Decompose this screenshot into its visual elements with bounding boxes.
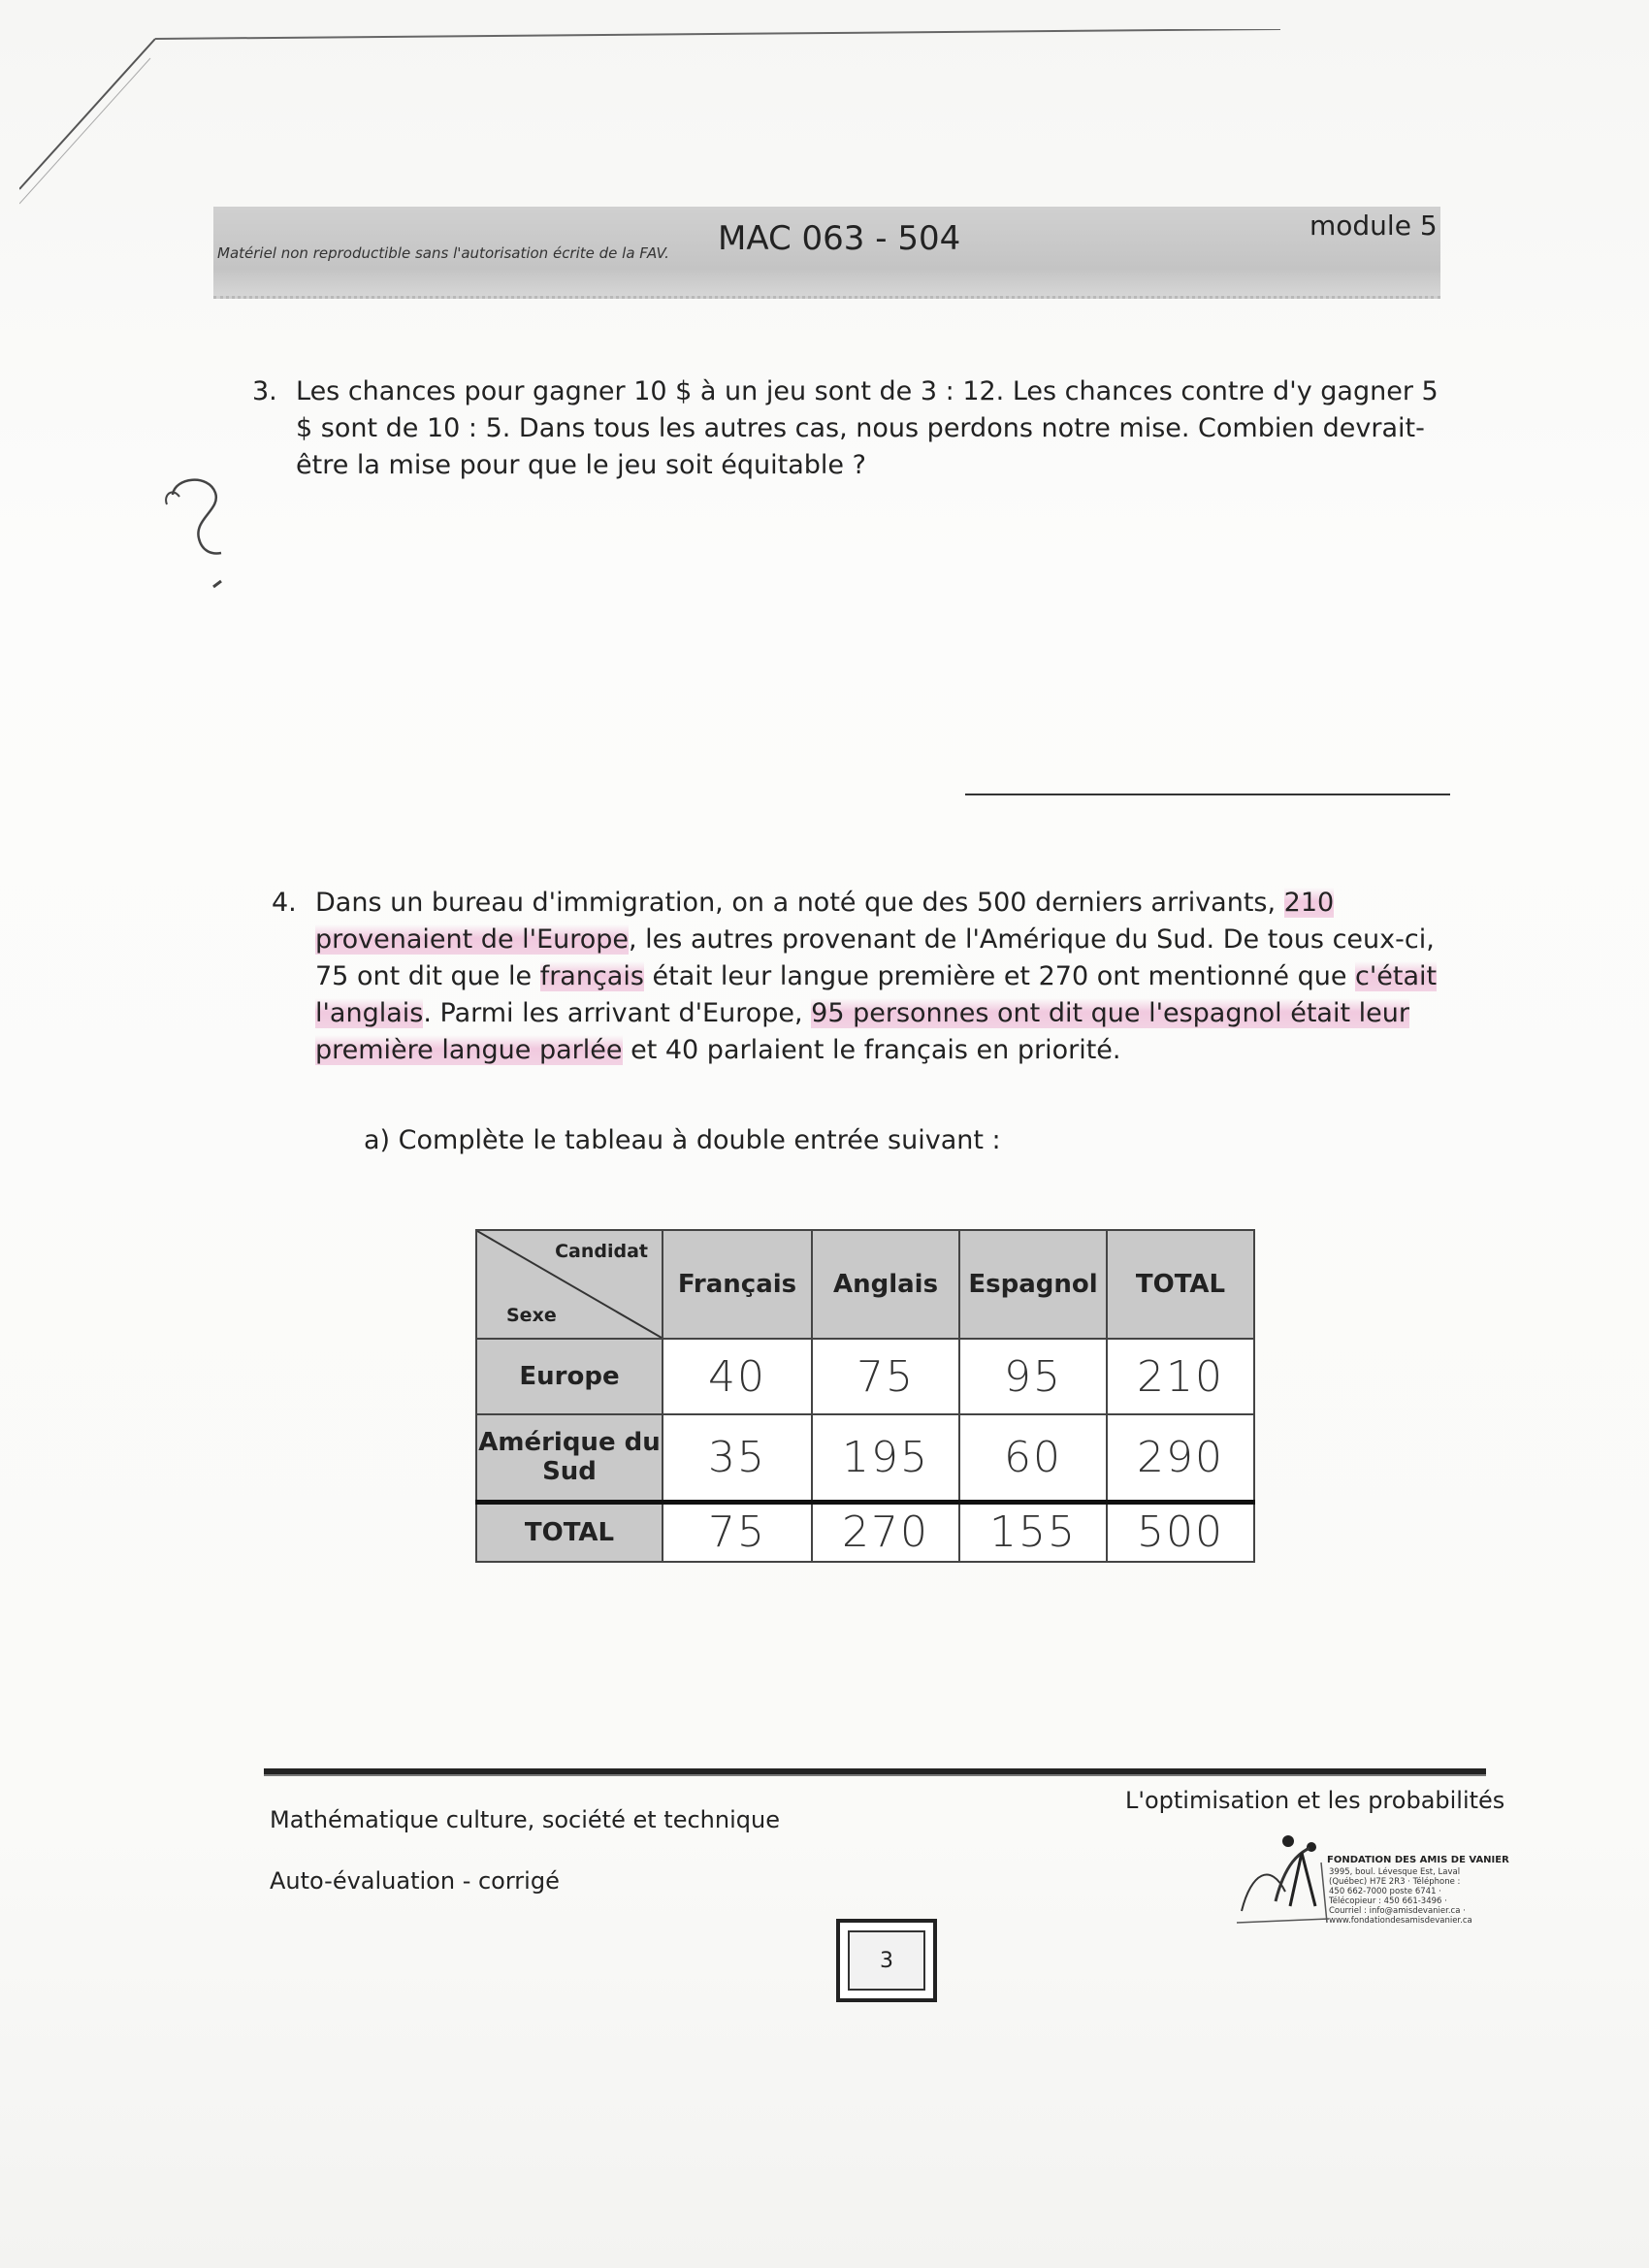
- cell-amerique-total: 290: [1107, 1414, 1254, 1502]
- corner-label-candidat: Candidat: [555, 1241, 648, 1262]
- cell-total-anglais: 270: [812, 1502, 959, 1562]
- question-4: [272, 885, 1460, 1069]
- question-3-text: Les chances pour gagner 10 $ à un jeu sont de 3 : 12. Les chances contre d'y gagner 5 $ sont de 10 : 5. Dans tous les autres cas, nous perdons notre mise. Combien devrait-être la mise pour que le jeu soit équitable ?: [296, 376, 1439, 480]
- cell-europe-anglais: 75: [812, 1339, 959, 1414]
- question-4-number: 4.: [272, 888, 297, 918]
- question-3-number: 3.: [252, 376, 277, 406]
- question-3: [252, 373, 1440, 484]
- cell-total-francais: 75: [663, 1502, 812, 1562]
- cell-europe-francais: 40: [663, 1339, 812, 1414]
- highlight-francais: français: [539, 961, 644, 991]
- column-header-espagnol: Espagnol: [959, 1230, 1107, 1339]
- double-entry-table: [475, 1229, 1255, 1563]
- logo-name: FONDATION DES AMIS DE VANIER: [1327, 1855, 1509, 1865]
- course-code: MAC 063 - 504: [718, 219, 961, 258]
- cell-total-espagnol: 155: [959, 1502, 1107, 1562]
- row-header-europe: Europe: [476, 1339, 663, 1414]
- row-header-amerique-du-sud: Amérique du Sud: [476, 1414, 663, 1502]
- cell-amerique-anglais: 195: [812, 1414, 959, 1502]
- footer-subtitle: Auto-évaluation - corrigé: [270, 1867, 560, 1895]
- highlight-europe: 210 provenaient de l'Europe: [315, 888, 1335, 955]
- column-header-anglais: Anglais: [812, 1230, 959, 1339]
- cell-total-total: 500: [1107, 1502, 1254, 1562]
- page-number-box: [836, 1919, 937, 2002]
- footer-section-title: L'optimisation et les probabilités: [1125, 1787, 1505, 1814]
- question-4-text: Dans un bureau d'immigration, on a noté que des 500 derniers arrivants, 210 provenaient de l'Europe, les autres provenant de l'Amérique du Sud. De tous ceux-ci, 75 ont dit que le français était leur langue première et 270 ont mentionné que c'était l'anglais. Parmi les arrivant d'Europe, 95 personnes ont dit que l'espagnol était leur première langue parlée et 40 parlaient le français en priorité.: [315, 888, 1438, 1065]
- answer-line: [965, 794, 1450, 795]
- copyright-note: Matériel non reproductible sans l'autorisation écrite de la FAV.: [217, 244, 669, 262]
- page-number: 3: [848, 1930, 925, 1991]
- handwritten-question-mark: [155, 475, 242, 601]
- footer-rule: [264, 1768, 1486, 1776]
- cell-amerique-francais: 35: [663, 1414, 812, 1502]
- row-header-total: TOTAL: [476, 1502, 663, 1562]
- footer-course-title: Mathématique culture, société et technique: [270, 1806, 780, 1833]
- table-corner-cell: [476, 1230, 663, 1339]
- cell-europe-total: 210: [1107, 1339, 1254, 1414]
- cell-amerique-espagnol: 60: [959, 1414, 1107, 1502]
- column-header-total: TOTAL: [1107, 1230, 1254, 1339]
- logo-details: 3995, boul. Lévesque Est, Laval (Québec) H7E 2R3 · Téléphone : 450 662-7000 poste 6741 · Télécopieur : 450 661-3496 · Courriel : info@amisdevanier.ca · www.fondationdesamisdevanier.ca: [1329, 1867, 1472, 1926]
- module-label: module 5: [1310, 210, 1438, 242]
- cell-europe-espagnol: 95: [959, 1339, 1107, 1414]
- highlight-espagnol: 95 personnes ont dit que l'espagnol était leur première langue parlée: [315, 998, 1409, 1065]
- column-header-francais: Français: [663, 1230, 812, 1339]
- corner-label-sexe: Sexe: [506, 1305, 557, 1326]
- question-4a-prompt: a) Complète le tableau à double entrée suivant :: [364, 1125, 1001, 1155]
- highlight-anglais: c'était l'anglais: [315, 961, 1438, 1028]
- page-fold-edge: [19, 29, 1571, 223]
